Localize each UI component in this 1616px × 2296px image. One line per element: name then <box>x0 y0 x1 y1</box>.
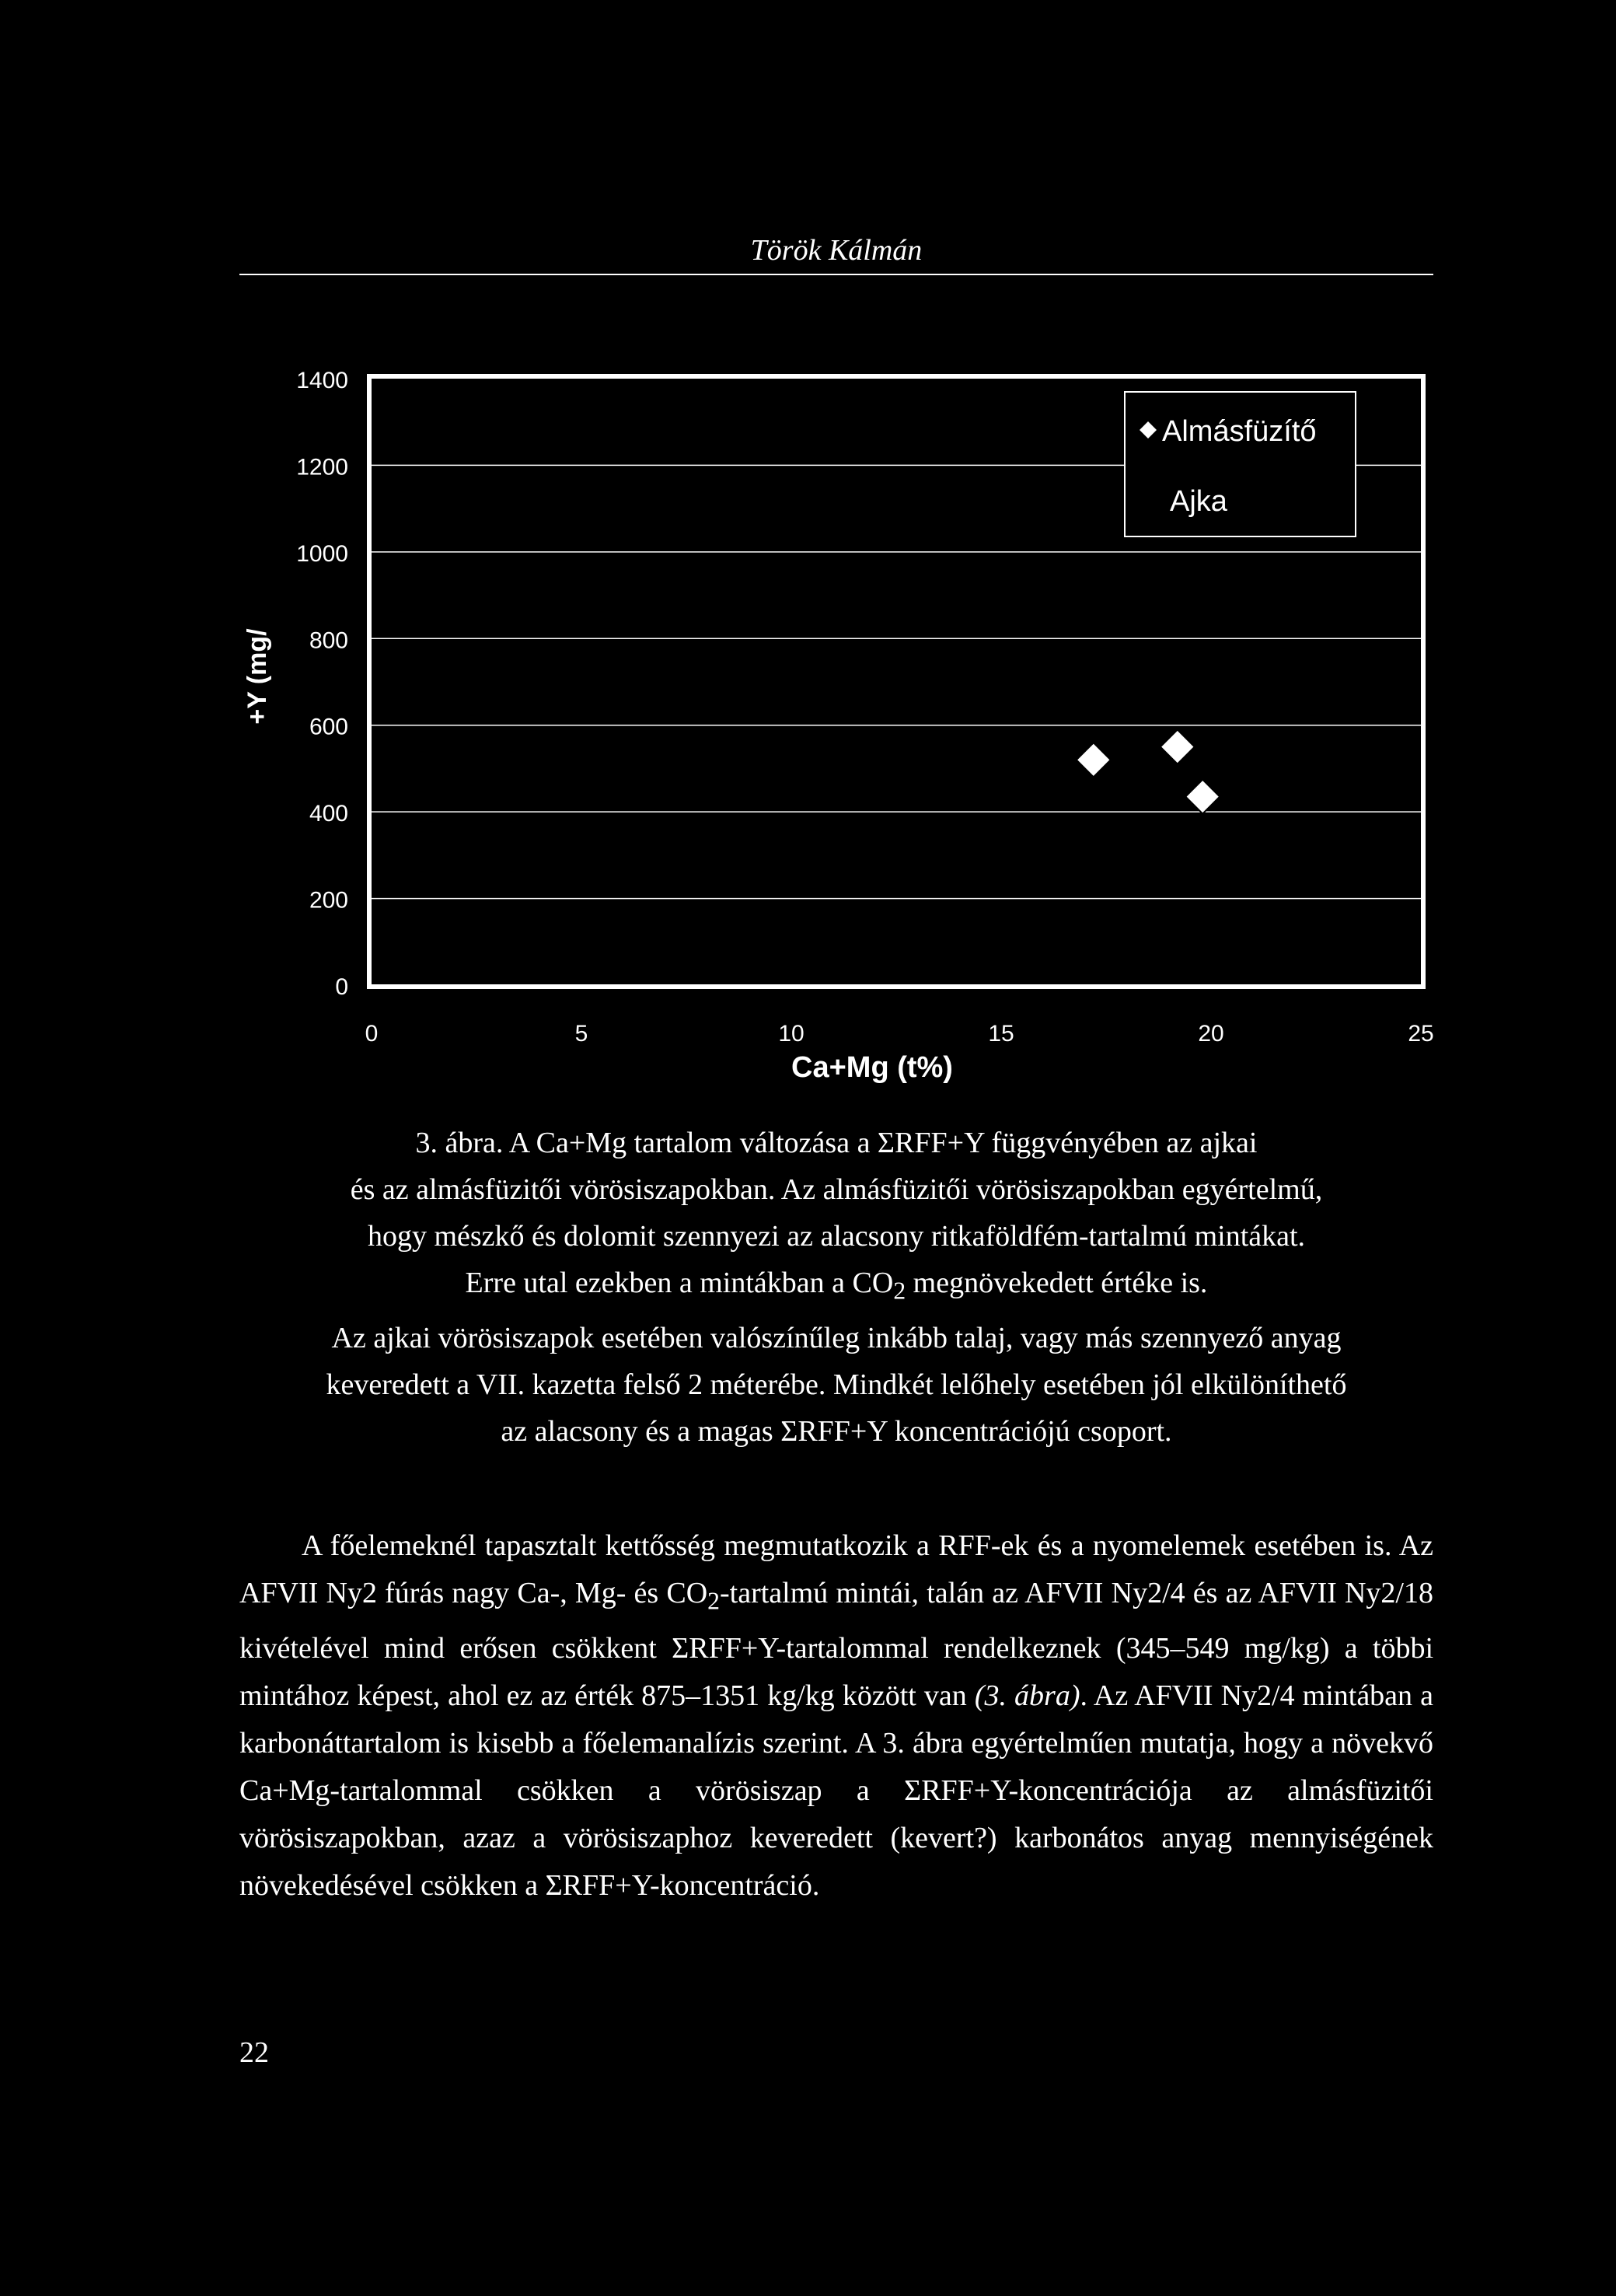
caption-line: és az almásfüzitői vörösiszapokban. Az almásfüzitői vörösiszapokban egyértelmű, <box>350 1173 1323 1206</box>
data-point <box>1161 730 1195 764</box>
x-tick-label: 25 <box>1408 1021 1434 1047</box>
caption-line: Az ajkai vörösiszapok esetében valószínűleg inkább talaj, vagy más szennyező anyag <box>331 1321 1342 1354</box>
y-axis-label: +Y (mg/ <box>243 628 272 725</box>
x-tick-label: 15 <box>988 1021 1014 1047</box>
y-tick-label: 1400 <box>296 368 348 393</box>
x-tick-label: 5 <box>574 1021 588 1047</box>
x-tick-label: 20 <box>1198 1021 1224 1047</box>
legend-label-almasfuzito: Almásfüzítő <box>1162 415 1317 448</box>
caption-line: keveredett a VII. kazetta felső 2 méterébe. Mindkét lelőhely esetében jól elkülöníthető <box>326 1368 1347 1401</box>
y-tick-label: 400 <box>309 801 348 827</box>
page-number: 22 <box>239 2036 269 2069</box>
body-paragraph: A főelemeknél tapasztalt kettősség megmutatkozik a RFF-ek és a nyomelemek esetében is. Az AFVII Ny2 fúrás nagy Ca-, Mg- és $CO_2$-tartalmú mintái, talán az AFVII Ny2/4 és az AFVII Ny2/18 kivételével mind erősen csökkent ΣRFF+Y-tartalommal rendelkeznek (345–549 mg/kg) a többi mintához képest, ahol ez az érték 875–1351 kg/kg között van (3. ábra). Az AFVII Ny2/4 mintában a karbonáttartalom is kisebb a főelemanalízis szerint. A 3. ábra egyértelműen mutatja, hogy a növekvő Ca+Mg-tartalommal csökken a vörösiszap a ΣRFF+Y-koncentrációja az almásfüzitői vörösiszapokban, azaz a vörösiszaphoz keveredett (kevert?) karbonátos anyag mennyiségének növekedésével csökken a ΣRFF+Y-koncentráció. <box>239 1529 1433 1902</box>
data-point <box>1077 743 1111 777</box>
x-tick-label: 0 <box>365 1021 379 1047</box>
figure-reference: (3. ábra) <box>974 1679 1080 1712</box>
caption-line: hogy mészkő és dolomit szennyezi az alacsony ritkaföldfém-tartalmú mintákat. <box>367 1220 1306 1253</box>
x-tick-label: 10 <box>778 1021 805 1047</box>
header-rule <box>239 274 1433 275</box>
x-axis-label: Ca+Mg (t%) <box>791 1051 953 1084</box>
caption-line: az alacsony és a magas ΣRFF+Y koncentrációjú csoport. <box>501 1414 1172 1448</box>
y-tick-label: 1000 <box>296 540 348 567</box>
legend-label-ajka: Ajka <box>1170 485 1227 518</box>
caption-line: 3. ábra. A Ca+Mg tartalom változása a ΣRFF+Y függvényében az ajkai <box>415 1127 1258 1159</box>
y-tick-label: 600 <box>309 714 348 740</box>
x-tick-labels <box>365 1021 1434 1047</box>
legend <box>1125 392 1356 536</box>
y-tick-labels <box>296 368 348 1000</box>
y-tick-label: 0 <box>335 974 348 1000</box>
data-points <box>1077 730 1220 814</box>
legend-box <box>1125 392 1356 536</box>
caption-line: Erre utal ezekben a mintákban a $CO_2$ megnövekedett értéke is. <box>465 1267 1208 1305</box>
figure-caption <box>239 1120 1433 1455</box>
y-tick-label: 800 <box>309 627 348 654</box>
running-header: Török Kálmán <box>750 234 923 267</box>
data-point <box>1185 780 1220 814</box>
scatter-chart <box>233 342 1454 1089</box>
y-tick-label: 200 <box>309 887 348 914</box>
y-tick-label: 1200 <box>296 454 348 481</box>
